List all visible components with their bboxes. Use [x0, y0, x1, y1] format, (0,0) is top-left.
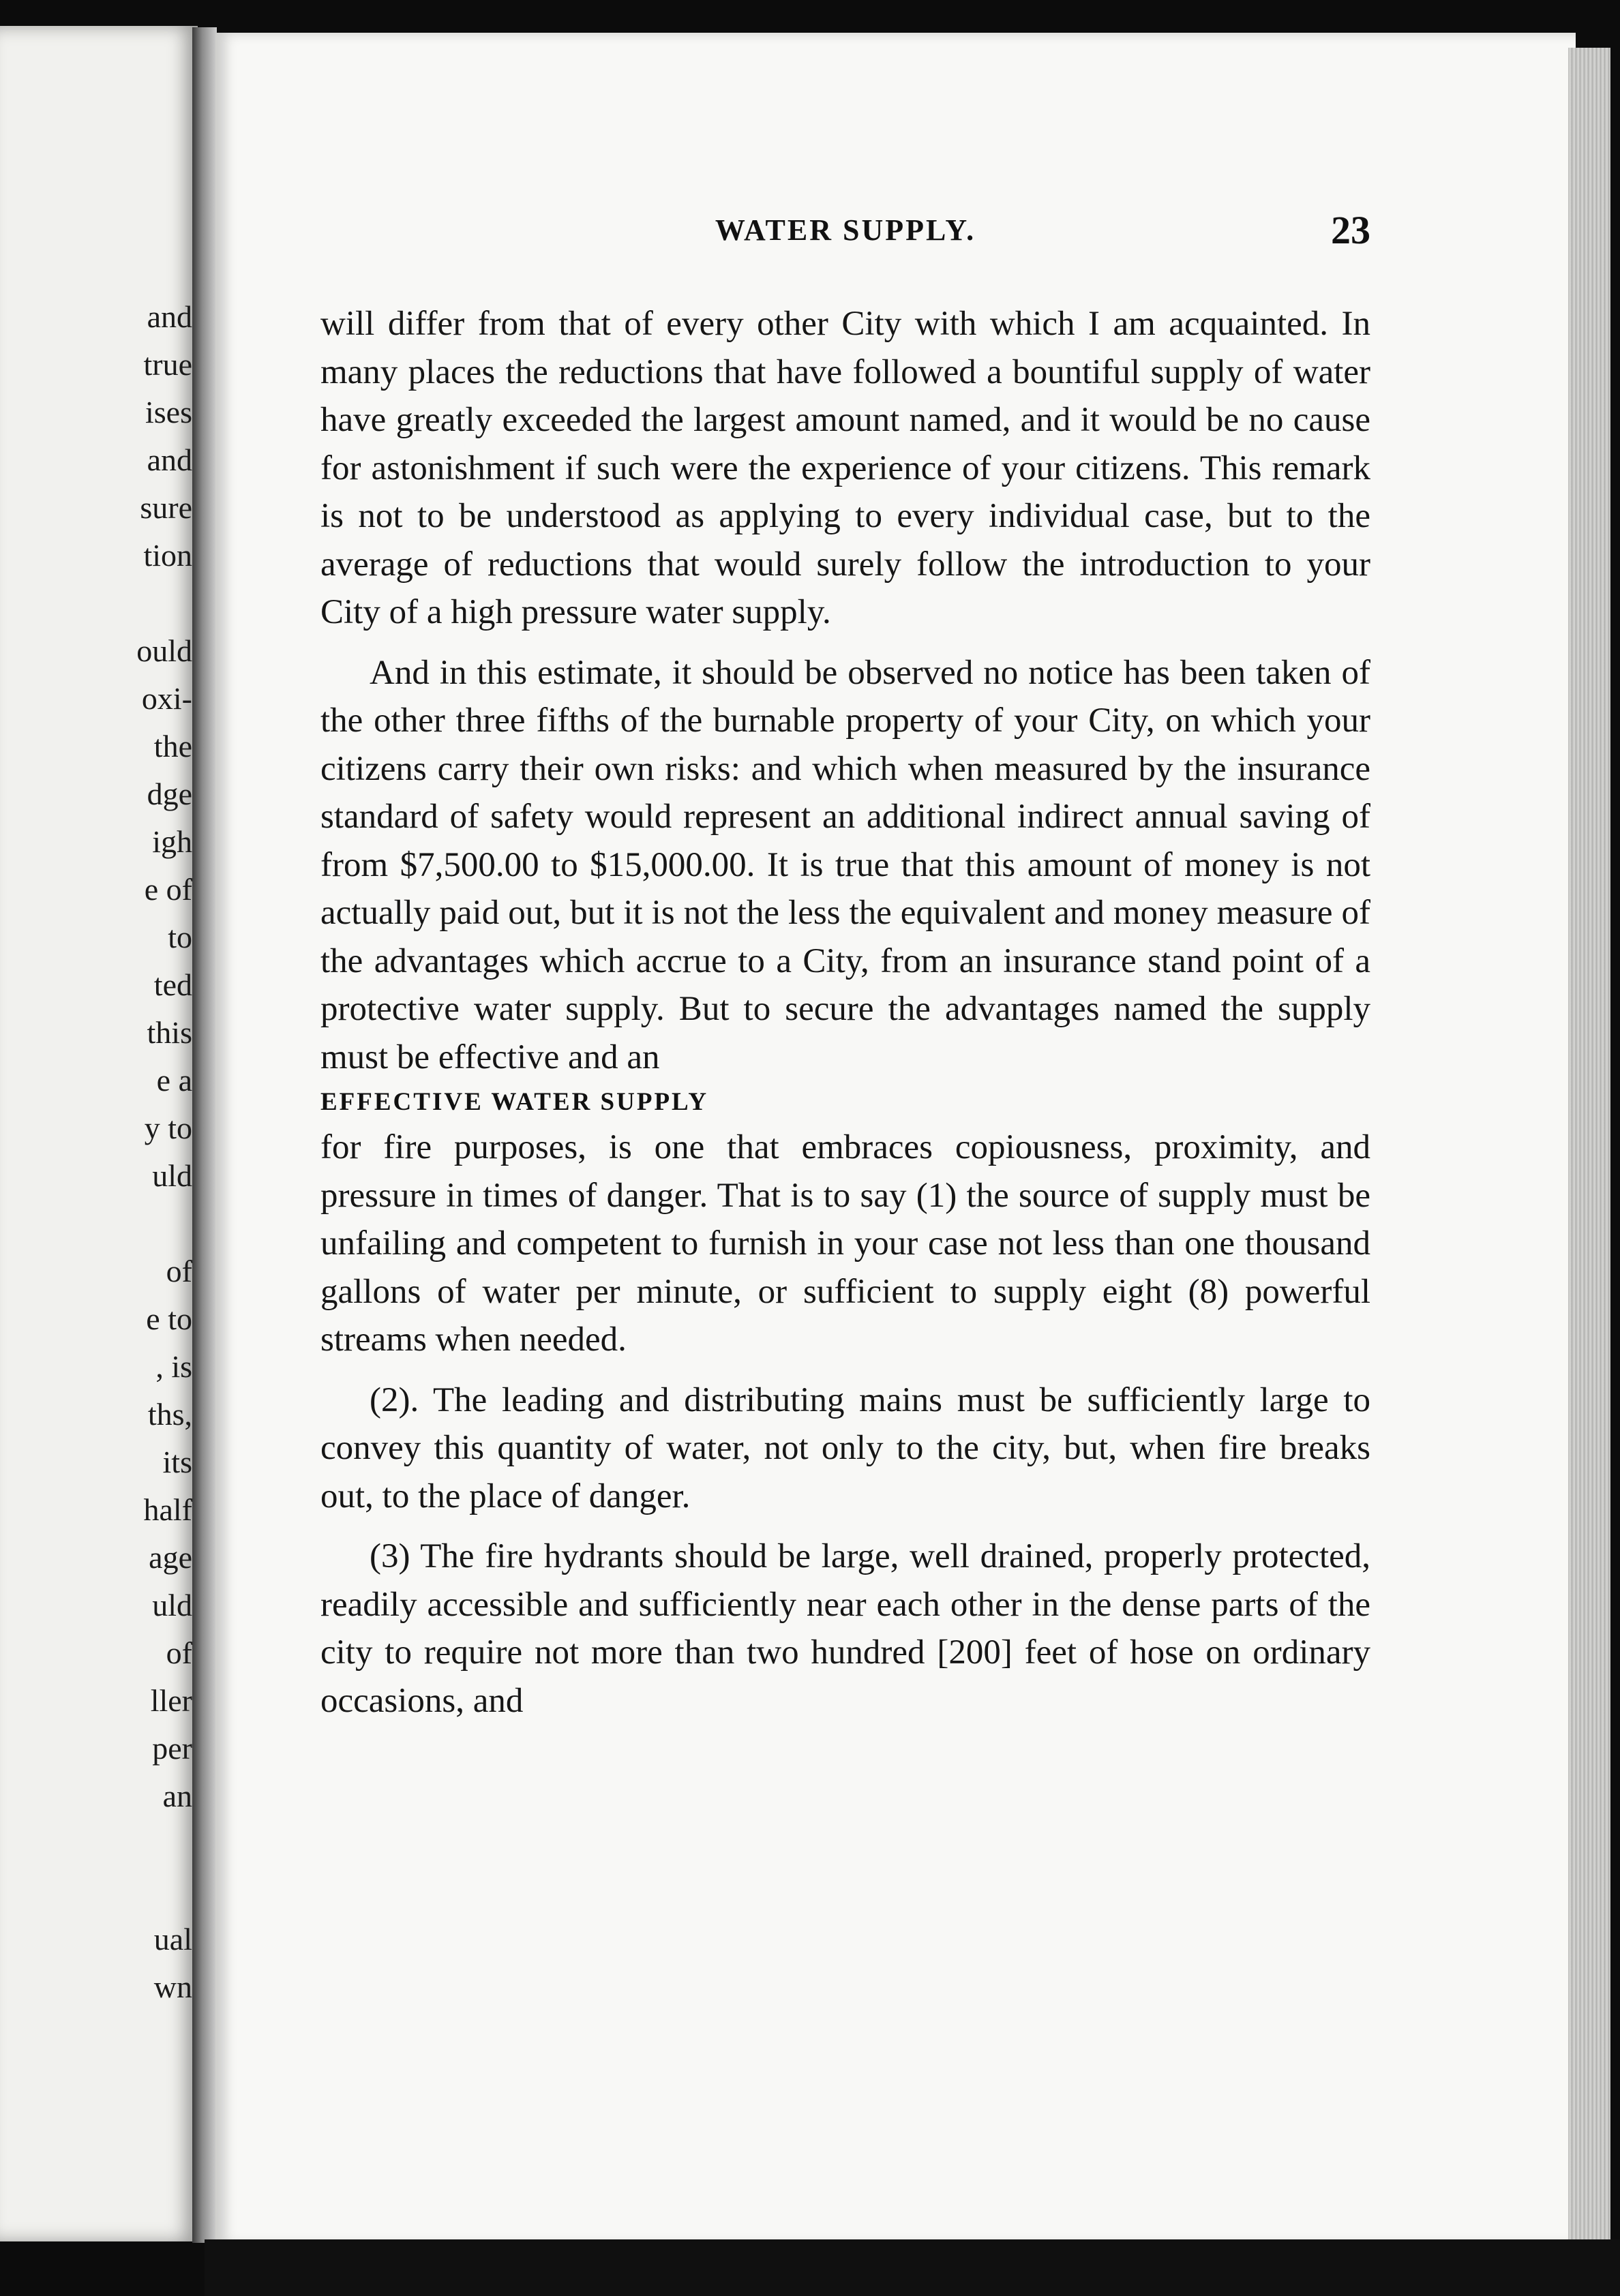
previous-page-fragment: and [147, 442, 192, 477]
previous-page-fragment: wn [153, 1969, 192, 2004]
previous-page-fragment: e a [156, 1063, 192, 1098]
previous-page-fragment: ould [136, 633, 192, 668]
previous-page-fragment: ual [153, 1922, 192, 1957]
previous-page-fragment: oxi- [141, 681, 192, 716]
previous-page-fragment: to [168, 920, 192, 954]
bottom-shadow [205, 2239, 1620, 2296]
previous-page-fragment: ller [150, 1683, 192, 1718]
body-text [320, 300, 1370, 1725]
previous-page-fragment: this [147, 1015, 192, 1050]
previous-page-fragment: of [166, 1635, 192, 1670]
section-heading: EFFECTIVE WATER SUPPLY [320, 1088, 709, 1116]
previous-page-fragment: e to [146, 1301, 192, 1336]
page-number: 23 [1331, 208, 1370, 252]
previous-page-fragment: ths, [147, 1397, 192, 1432]
running-title: WATER SUPPLY. [715, 213, 976, 247]
previous-page-fragment: e of [144, 872, 192, 907]
previous-page-fragment: the [153, 729, 192, 764]
previous-page-fragment: per [152, 1731, 192, 1766]
running-head [320, 208, 1370, 260]
previous-page-fragment: uld [152, 1588, 192, 1622]
previous-page-fragment: , is [155, 1349, 192, 1384]
book-gutter [192, 27, 217, 2243]
previous-page-fragment: of [166, 1254, 192, 1288]
paragraph-4: (2). The leading and distributing mains must be sufficiently large to convey this quantity of water, not only to the city, but, when fire breaks out, to the place of danger. [320, 1380, 1370, 1515]
previous-page-fragment: ises [145, 395, 192, 429]
paragraph-5: (3) The fire hydrants should be large, well drained, properly protected, readily accessible and sufficiently near each other in the dense parts of the city to require not more than two hundred [200] feet of hose on ordinary occasions, and [320, 1537, 1370, 1720]
previous-page-fragment: y to [144, 1111, 192, 1145]
paragraph-2: And in this estimate, it should be observed no notice has been taken of the other three fifths of the burnable property of your City, on which your citizens carry their own risks: and which when measured by the insurance standard of safety would represent an additional indirect annual saving of from $7,500.00 to $15,000.00. It is true that this amount of money is not actually paid out, but it is not the less the equivalent and money measure of the advantages which accrue to a City, from an insurance stand point of a protective water supply. But to secure the advantages named the supply must be effective and an [320, 653, 1370, 1076]
previous-page-fragment: uld [152, 1158, 192, 1193]
previous-page-fragment: true [143, 347, 192, 382]
page-edge [1568, 48, 1610, 2250]
previous-page-fragment: igh [152, 824, 192, 859]
previous-page [0, 26, 198, 2241]
previous-page-fragment: its [162, 1445, 192, 1479]
previous-page-fragment: half [143, 1492, 192, 1527]
previous-page-fragment: and [147, 299, 192, 334]
previous-page-fragment: dge [147, 776, 192, 811]
previous-page-fragment: age [149, 1540, 192, 1575]
previous-page-fragment: an [162, 1779, 192, 1813]
previous-page-fragment: tion [143, 538, 192, 573]
previous-page-fragment: sure [140, 490, 192, 525]
previous-page-fragment: ted [153, 967, 192, 1002]
paragraph-3: for fire purposes, is one that embraces copiousness, proximity, and pressure in times of danger. That is to say (1) the source of supply must be unfailing and competent to furnish in your case not less than one thousand gallons of water per minute, or sufficient to supply eight (8) powerful streams when needed. [320, 1128, 1370, 1359]
paragraph-1: will differ from that of every other City with which I am acquainted. In many places the reductions that have followed a bountiful supply of water have greatly exceeded the largest amount named, and it would be no cause for astonishment if such were the experience of your citizens. This remark is not to be understood as applying to every individual case, but to the average of reductions that would surely follow the introduction to your City of a high pressure water supply. [320, 305, 1370, 631]
